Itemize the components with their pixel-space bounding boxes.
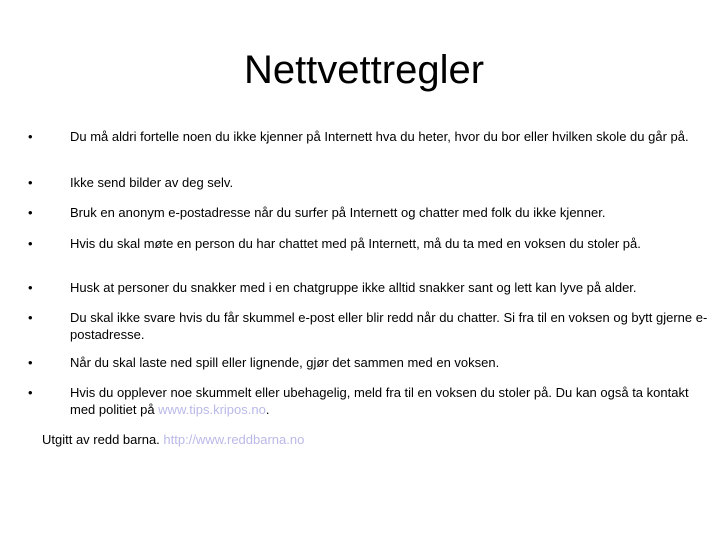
publisher-text: Utgitt av redd barna. — [42, 432, 164, 447]
bullet-text: Når du skal laste ned spill eller lignende, gjør det sammen med en voksen. — [70, 355, 500, 370]
bullet-icon: • — [28, 280, 33, 295]
bullet-icon: • — [28, 385, 33, 400]
bullet-text: Du må aldri fortelle noen du ikke kjenner på Internett hva du heter, hvor du bor eller hvilken skole du går på. — [70, 129, 689, 144]
bullet-text-end: . — [265, 402, 270, 417]
bullet-text — [70, 384, 710, 418]
bullet-text-main: Hvis du opplever noe skummelt eller ubehagelig, meld fra til en voksen du stoler på. Du kan også ta kontakt med politiet på — [70, 385, 689, 417]
bullet-icon: • — [28, 205, 33, 220]
reddbarna-link[interactable]: http://www.reddbarna.no — [163, 432, 305, 447]
bullet-icon: • — [28, 175, 33, 190]
bullet-text: Husk at personer du snakker med i en chatgruppe ikke alltid snakker sant og lett kan lyve på alder. — [70, 280, 637, 295]
bullet-icon: • — [28, 355, 33, 370]
bullet-text: Hvis du skal møte en person du har chattet med på Internett, må du ta med en voksen du stoler på. — [70, 236, 641, 251]
bullet-icon: • — [28, 236, 33, 251]
bullet-icon: • — [28, 310, 33, 325]
bullet-icon: • — [28, 129, 33, 144]
bullet-text: Bruk en anonym e-postadresse når du surfer på Internett og chatter med folk du ikke kjenner. — [70, 205, 606, 220]
bullet-text: Du skal ikke svare hvis du får skummel e-post eller blir redd når du chatter. Si fra til en voksen og bytt gjerne e-postadresse. — [70, 310, 708, 342]
kripos-tips-link[interactable]: www.tips.kripos.no — [158, 402, 266, 417]
publisher-credit — [42, 431, 682, 448]
slide-title: Nettvettregler — [243, 48, 485, 92]
bullet-text: Ikke send bilder av deg selv. — [70, 175, 234, 190]
